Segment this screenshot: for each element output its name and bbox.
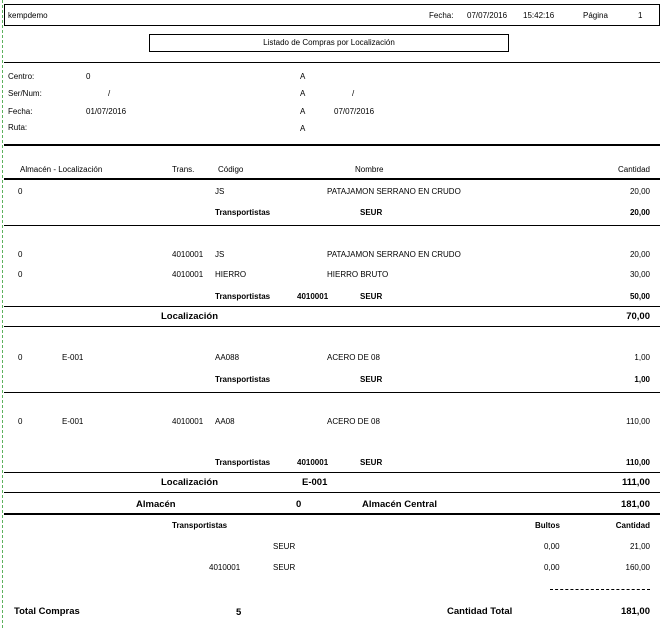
row-code: AA088 [215, 353, 240, 362]
subtotal-quantity: 50,00 [629, 292, 650, 301]
row-carrier: 4010001 [172, 250, 204, 259]
subtotal-name: SEUR [360, 208, 383, 217]
warehouse-total-code: 0 [296, 499, 302, 510]
subtotal-label: Transportistas [215, 292, 271, 301]
row-quantity: 1,00 [634, 353, 650, 362]
row-quantity: 20,00 [629, 250, 650, 259]
report-title: Listado de Compras por Localización [263, 38, 395, 47]
divider [4, 492, 660, 493]
filter-route-label: Ruta: [8, 123, 28, 132]
total-separator [550, 589, 650, 590]
subtotal-label: Transportistas [215, 375, 271, 384]
divider [4, 472, 660, 473]
subtotal-quantity: 20,00 [629, 208, 650, 217]
summary-quantity: 160,00 [625, 563, 650, 572]
summary-quantity-header: Cantidad [615, 521, 650, 530]
total-purchases-label: Total Compras [14, 606, 80, 617]
row-quantity: 20,00 [629, 187, 650, 196]
row-location: E-001 [62, 417, 84, 426]
page-margin-guide [2, 0, 3, 628]
subtotal-name: SEUR [360, 375, 383, 384]
divider [4, 62, 660, 63]
col-name: Nombre [355, 165, 384, 174]
summary-quantity: 21,00 [629, 542, 650, 551]
row-warehouse: 0 [18, 417, 23, 426]
filter-date-label: Fecha: [8, 107, 33, 116]
row-warehouse: 0 [18, 187, 23, 196]
divider [4, 178, 660, 180]
summary-packages-header: Bultos [535, 521, 560, 530]
warehouse-total-label: Almacén [136, 499, 176, 510]
page-label: Página [583, 11, 608, 20]
row-name: PATAJAMON SERRANO EN CRUDO [327, 250, 461, 259]
filter-route-sep: A [300, 124, 306, 133]
row-warehouse: 0 [18, 250, 23, 259]
row-name: ACERO DE 08 [327, 353, 380, 362]
print-time: 15:42:16 [523, 11, 555, 20]
filter-center-label: Centro: [8, 72, 35, 81]
location-total-quantity: 70,00 [626, 311, 650, 322]
page-number: 1 [638, 11, 643, 20]
print-date: 07/07/2016 [467, 11, 508, 20]
summary-carrier-header: Transportistas [172, 521, 228, 530]
header-frame [4, 4, 660, 26]
row-code: AA08 [215, 417, 235, 426]
row-code: JS [215, 250, 225, 259]
divider [4, 225, 660, 226]
divider [4, 513, 660, 515]
row-carrier: 4010001 [172, 417, 204, 426]
report-title-box [149, 34, 509, 52]
subtotal-name: SEUR [360, 292, 383, 301]
col-carrier: Trans. [172, 165, 195, 174]
filter-date-from: 01/07/2016 [86, 107, 127, 116]
summary-carrier: 4010001 [209, 563, 241, 572]
subtotal-carrier: 4010001 [297, 458, 329, 467]
summary-packages: 0,00 [544, 563, 560, 572]
row-name: PATAJAMON SERRANO EN CRUDO [327, 187, 461, 196]
divider [4, 144, 660, 146]
summary-name: SEUR [273, 542, 296, 551]
filter-center-from: 0 [86, 72, 91, 81]
subtotal-quantity: 110,00 [625, 458, 650, 467]
row-location: E-001 [62, 353, 84, 362]
subtotal-quantity: 1,00 [634, 375, 650, 384]
filter-sernum-sep: A [300, 89, 306, 98]
subtotal-name: SEUR [360, 458, 383, 467]
location-total-label: Localización [161, 311, 219, 322]
col-code: Código [218, 165, 244, 174]
location-total-label: Localización [161, 477, 219, 488]
summary-name: SEUR [273, 563, 296, 572]
total-quantity-value: 181,00 [620, 606, 650, 617]
row-warehouse: 0 [18, 353, 23, 362]
col-warehouse-location: Almacén - Localización [20, 165, 103, 174]
subtotal-carrier: 4010001 [297, 292, 329, 301]
filter-date-sep: A [300, 107, 306, 116]
summary-packages: 0,00 [544, 542, 560, 551]
location-total-code: E-001 [302, 477, 328, 488]
location-total-quantity: 111,00 [621, 477, 650, 488]
warehouse-total-name: Almacén Central [362, 499, 437, 510]
filter-center-sep: A [300, 72, 306, 81]
row-warehouse: 0 [18, 270, 23, 279]
col-quantity: Cantidad [617, 165, 650, 174]
subtotal-label: Transportistas [215, 458, 271, 467]
date-label: Fecha: [429, 11, 454, 20]
divider [4, 392, 660, 393]
warehouse-total-quantity: 181,00 [620, 499, 650, 510]
row-name: ACERO DE 08 [327, 417, 380, 426]
filter-date-to: 07/07/2016 [334, 107, 375, 116]
divider [4, 306, 660, 307]
filter-sernum-from: / [108, 89, 111, 98]
total-purchases-count: 5 [236, 607, 242, 618]
total-quantity-label: Cantidad Total [447, 606, 513, 617]
row-code: HIERRO [215, 270, 247, 279]
row-name: HIERRO BRUTO [327, 270, 389, 279]
row-carrier: 4010001 [172, 270, 204, 279]
subtotal-label: Transportistas [215, 208, 271, 217]
company-name: kempdemo [8, 11, 48, 20]
filter-sernum-label: Ser/Num: [8, 89, 42, 98]
row-quantity: 30,00 [629, 270, 650, 279]
row-code: JS [215, 187, 225, 196]
divider [4, 326, 660, 327]
filter-sernum-to: / [352, 89, 355, 98]
row-quantity: 110,00 [626, 417, 650, 426]
